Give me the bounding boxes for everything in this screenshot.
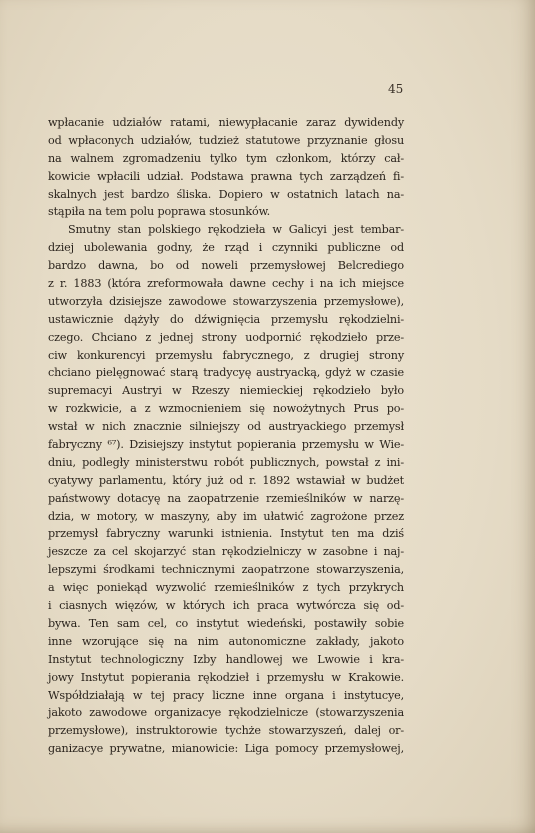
text-line: Współdziałają w tej pracy liczne inne organa i instytucye,	[48, 688, 404, 702]
text-line: na walnem zgromadzeniu tylko tym członkom, którzy cał-	[48, 151, 404, 165]
text-line: a więc poniekąd wyzwolić rzemieślników z tych przykrych	[48, 581, 404, 595]
text-line: dziej ubolewania godny, że rząd i czynniki publiczne od	[48, 241, 404, 255]
text-line: od wpłaconych udziałów, tudzież statutowe przyznanie głosu	[48, 133, 404, 147]
text-line: bardzo dawna, bo od noweli przemysłowej Belcrediego	[48, 259, 404, 273]
text-line: czego. Chciano z jednej strony uodpornić rękodzieło prze-	[48, 330, 404, 344]
text-line: z r. 1883 (która zreformowała dawne cechy i na ich miejsce	[48, 277, 404, 291]
text-line: skalnych jest bardzo śliska. Dopiero w ostatnich latach na-	[48, 187, 404, 201]
text-line: ustawicznie dążyły do dźwignięcia przemysłu rękodzielni-	[48, 312, 404, 326]
text-line: wstał w nich znacznie silniejszy od austryackiego przemysł	[48, 420, 404, 434]
text-line: Smutny stan polskiego rękodzieła w Galicyi jest tembar-	[68, 223, 404, 237]
text-line: stąpiła na tem polu poprawa stosunków.	[48, 205, 271, 219]
text-line: bywa. Ten sam cel, co instytut wiedeński, postawiły sobie	[48, 616, 404, 630]
text-line: przemysłowe), instruktorowie tychże stowarzyszeń, dalej or-	[48, 724, 404, 738]
text-line: lepszymi środkami technicznymi zaopatrzone stowarzyszenia,	[48, 563, 404, 577]
text-line: utworzyła dzisiejsze zawodowe stowarzyszenia przemysłowe),	[48, 294, 404, 308]
text-line: ganizacye prywatne, mianowicie: Liga pomocy przemysłowej,	[48, 742, 404, 756]
body-text	[48, 114, 404, 758]
text-line: kowicie wpłacili udział. Podstawa prawna tych zarządzeń fi-	[48, 169, 404, 183]
text-line: dzia, w motory, w maszyny, aby im ułatwić zagrożone przez	[48, 509, 404, 523]
text-line: Instytut technologiczny Izby handlowej we Lwowie i kra-	[48, 652, 404, 666]
text-line: chciano pielęgnować starą tradycyę austryacką, gdyż w czasie	[48, 366, 404, 380]
text-line: jakoto zawodowe organizacye rękodzielnicze (stowarzyszenia	[48, 706, 404, 720]
text-line: ciw konkurencyi przemysłu fabrycznego, z drugiej strony	[48, 348, 404, 362]
text-line: i ciasnych więzów, w których ich praca wytwórcza się od-	[48, 599, 404, 613]
text-line: jowy Instytut popierania rękodzieł i przemysłu w Krakowie.	[48, 670, 404, 684]
text-line: fabryczny ⁶⁷). Dzisiejszy instytut popierania przemysłu w Wie-	[48, 438, 404, 452]
text-line: w rozkwicie, a z wzmocnieniem się nowożytnych Prus po-	[48, 402, 404, 416]
text-line: inne wzorujące się na nim autonomiczne zakłady, jakoto	[48, 634, 404, 648]
text-line: przemysł fabryczny warunki istnienia. Instytut ten ma dziś	[48, 527, 404, 541]
text-line: supremacyi Austryi w Rzeszy niemieckiej rękodzieło było	[48, 384, 404, 398]
text-line: jeszcze za cel skojarzyć stan rękodzielniczy w zasobne i naj-	[48, 545, 404, 559]
page-number: 45	[388, 82, 404, 96]
text-line: państwowy dotacyę na zaopatrzenie rzemieślników w narzę-	[48, 491, 404, 505]
text-line: wpłacanie udziałów ratami, niewypłacanie zaraz dywidendy	[48, 116, 404, 129]
text-line: dniu, podległy ministerstwu robót publicznych, powstał z ini-	[48, 455, 404, 469]
text-line: cyatywy parlamentu, który już od r. 1892 wstawiał w budżet	[48, 473, 404, 487]
